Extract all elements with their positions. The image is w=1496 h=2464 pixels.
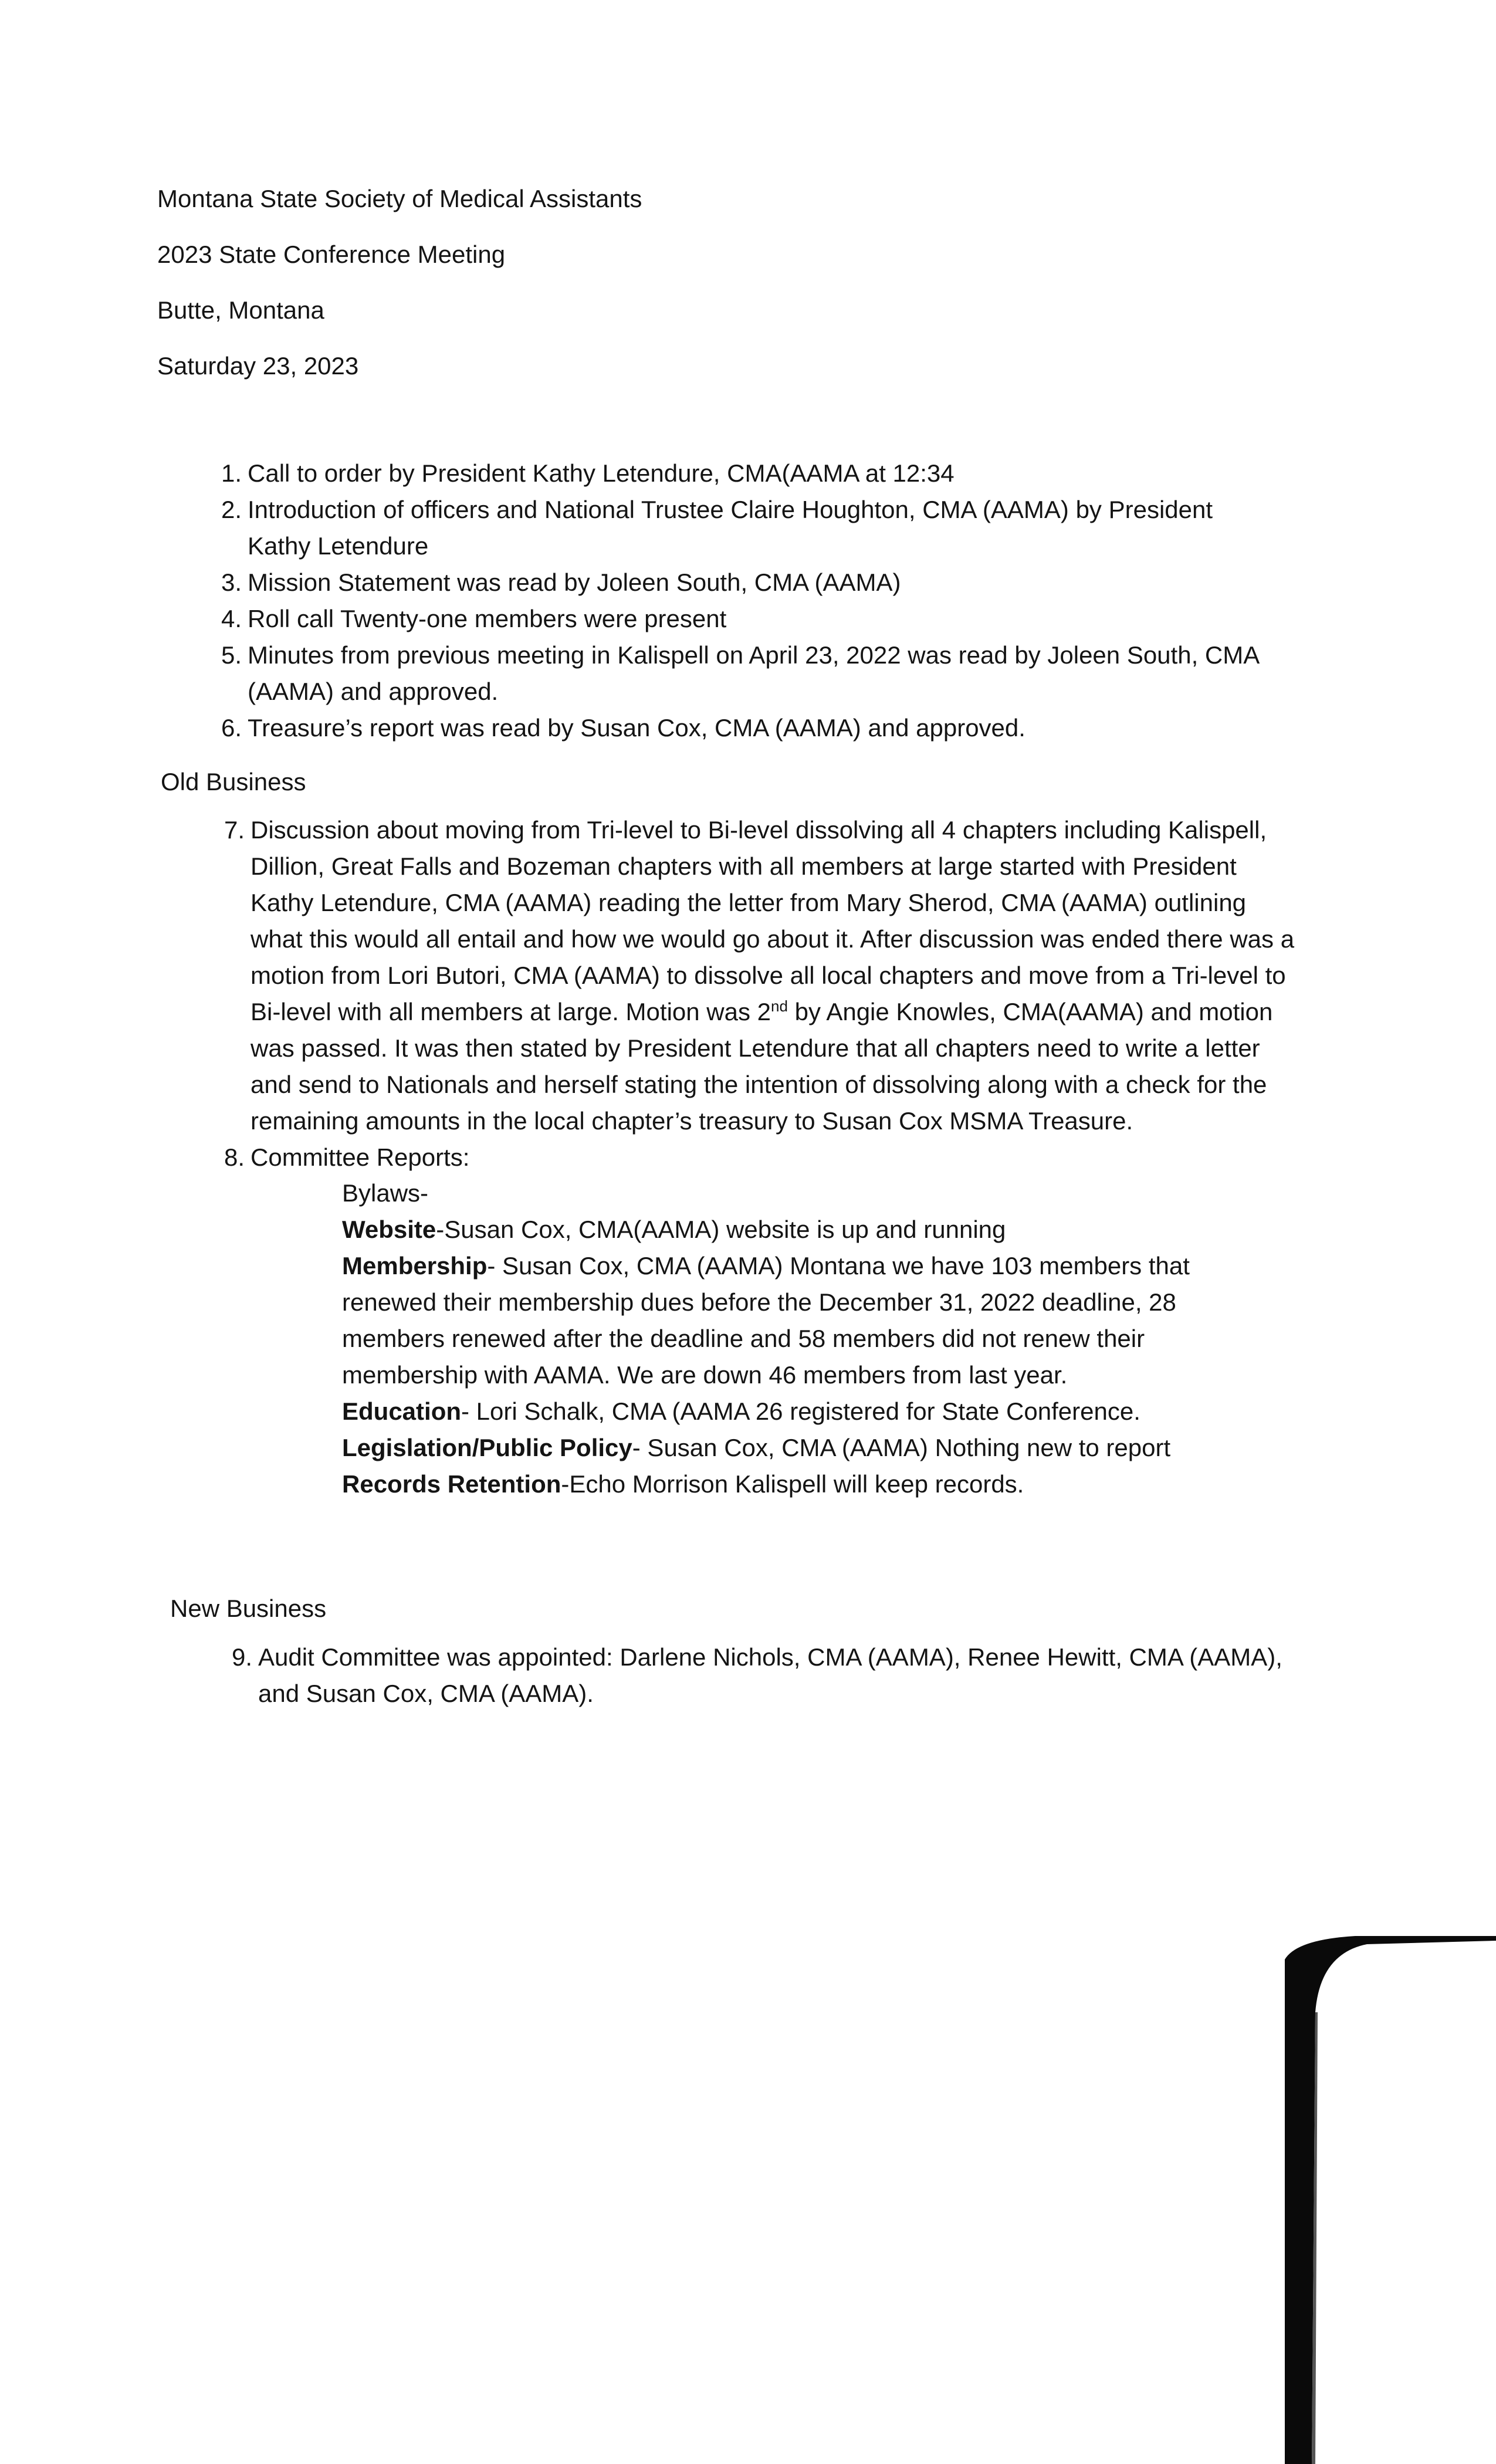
meeting-location: Butte, Montana bbox=[157, 296, 324, 324]
new-business-list bbox=[231, 1639, 1302, 1712]
committee-report: - Susan Cox, CMA (AAMA) Nothing new to report bbox=[632, 1434, 1171, 1461]
item-7-text-continued: by Angie Knowles, CMA(AAMA) and motion was passed. It was then stated by President Letendure that all chapters need to write a letter and send to Nationals and herself stating the intention of dissolving along with a check for the remaining amounts in the local chapter’s treasury to Susan Cox MSMA Treasure. bbox=[251, 998, 1273, 1135]
list-item bbox=[221, 710, 1304, 746]
item-text: Audit Committee was appointed: Darlene Nichols, CMA (AAMA), Renee Hewitt, CMA (AAMA), and Susan Cox, CMA (AAMA). bbox=[258, 1643, 1282, 1707]
scan-edge-shadow bbox=[1285, 1918, 1496, 2464]
organization-name: Montana State Society of Medical Assistants bbox=[157, 185, 642, 212]
committee-name: Membership bbox=[342, 1252, 488, 1280]
committee-row-bylaws bbox=[342, 1175, 1281, 1211]
list-item bbox=[221, 492, 1304, 564]
committee-report: -Echo Morrison Kalispell will keep records. bbox=[561, 1470, 1024, 1498]
committee-name: Records Retention bbox=[342, 1470, 561, 1498]
item-text: Call to order by President Kathy Letendure, CMA(AAMA at 12:34 bbox=[248, 459, 955, 487]
item-number: 9. bbox=[231, 1643, 252, 1671]
committee-report: - Susan Cox, CMA (AAMA) Montana we have 103 members that renewed their membership dues before the December 31, 2022 deadline, 28 members renewed after the deadline and 58 members did not renew their membership with AAMA. We are down 46 members from last year. bbox=[342, 1252, 1190, 1389]
committee-row-education bbox=[342, 1393, 1281, 1430]
item-text: Minutes from previous meeting in Kalispell on April 23, 2022 was read by Joleen South, CMA (AAMA) and approved. bbox=[248, 641, 1258, 705]
committee-row-website bbox=[342, 1211, 1281, 1248]
ordinal-superscript: nd bbox=[771, 997, 788, 1015]
item-number: 6. bbox=[221, 714, 242, 742]
item-text bbox=[251, 812, 1301, 1139]
item-number: 8. bbox=[224, 1143, 245, 1171]
new-business-heading: New Business bbox=[170, 1595, 327, 1622]
item-text: Mission Statement was read by Joleen South, CMA (AAMA) bbox=[248, 568, 901, 596]
list-item bbox=[224, 1139, 1301, 1176]
committee-name: Education bbox=[342, 1397, 462, 1425]
opening-items-list bbox=[221, 455, 1304, 746]
item-number: 2. bbox=[221, 496, 242, 523]
item-text: Introduction of officers and National Trustee Claire Houghton, CMA (AAMA) by President Kathy Letendure bbox=[248, 496, 1213, 560]
committee-row-legislation bbox=[342, 1430, 1281, 1466]
committee-name: Bylaws- bbox=[342, 1179, 429, 1207]
item-number: 5. bbox=[221, 641, 242, 669]
meeting-date: Saturday 23, 2023 bbox=[157, 352, 359, 380]
list-item bbox=[221, 637, 1304, 710]
item-text: Roll call Twenty-one members were present bbox=[248, 605, 727, 632]
committee-reports bbox=[342, 1175, 1281, 1502]
item-text: Committee Reports: bbox=[251, 1143, 470, 1171]
item-text: Treasure’s report was read by Susan Cox, CMA (AAMA) and approved. bbox=[248, 714, 1025, 742]
old-business-list bbox=[224, 812, 1301, 1176]
committee-row-records-retention bbox=[342, 1466, 1281, 1502]
list-item bbox=[221, 601, 1304, 637]
committee-report: -Susan Cox, CMA(AAMA) website is up and running bbox=[436, 1216, 1006, 1243]
item-number: 7. bbox=[224, 816, 245, 844]
committee-name: Website bbox=[342, 1216, 436, 1243]
item-number: 4. bbox=[221, 605, 242, 632]
item-number: 1. bbox=[221, 459, 242, 487]
item-7-text: Discussion about moving from Tri-level to Bi-level dissolving all 4 chapters including Kalispell, Dillion, Great Falls and Bozeman chapters with all members at large started with President Kathy Letendure, CMA (AAMA) reading the letter from Mary Sherod, CMA (AAMA) outlining what this would all entail and how we would go about it. After discussion was ended there was a motion from Lori Butori, CMA (AAMA) to dissolve all local chapters and move from a Tri-level to Bi-level with all members at large. Motion was 2 bbox=[251, 816, 1295, 1025]
committee-name: Legislation/Public Policy bbox=[342, 1434, 632, 1461]
list-item bbox=[221, 564, 1304, 601]
committee-row-membership bbox=[342, 1248, 1281, 1393]
item-number: 3. bbox=[221, 568, 242, 596]
list-item bbox=[221, 455, 1304, 492]
meeting-title: 2023 State Conference Meeting bbox=[157, 241, 506, 268]
committee-report: - Lori Schalk, CMA (AAMA 26 registered for State Conference. bbox=[461, 1397, 1140, 1425]
list-item bbox=[224, 812, 1301, 1139]
list-item bbox=[231, 1639, 1302, 1712]
old-business-heading: Old Business bbox=[161, 768, 306, 796]
